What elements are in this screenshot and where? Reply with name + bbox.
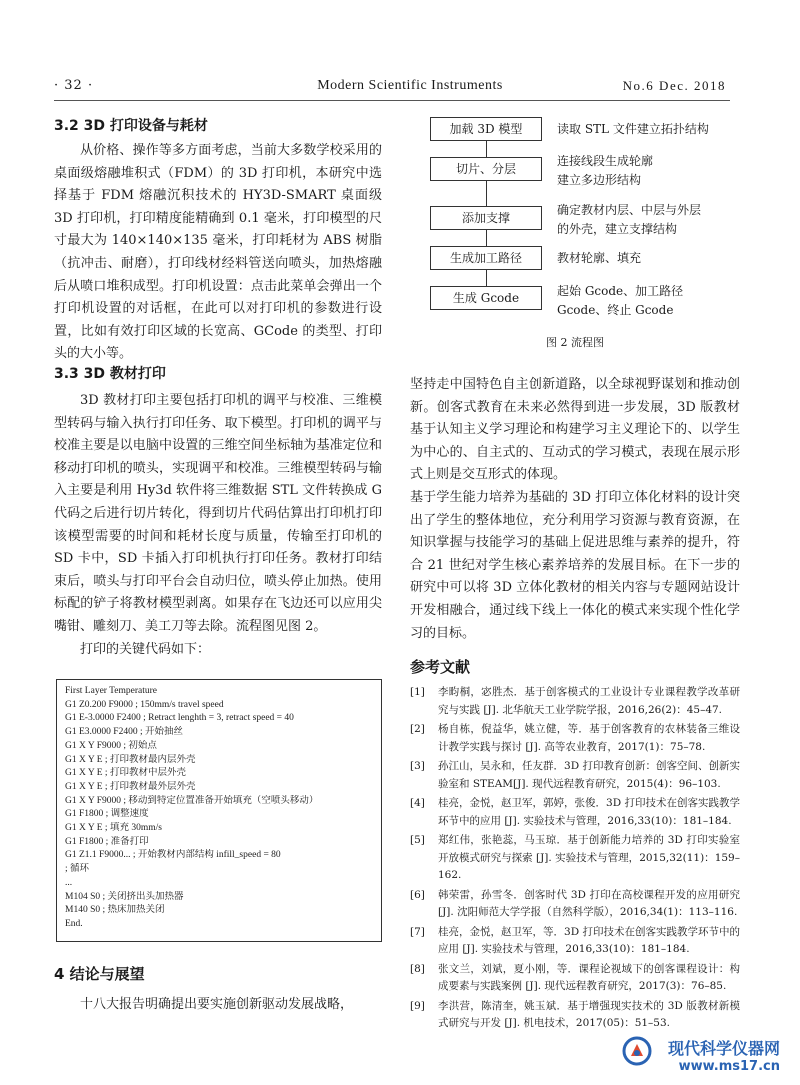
references-list (410, 684, 740, 1035)
code-line: M104 S0 ; 关闭挤出头加热器 (65, 891, 184, 902)
code-line: First Layer Temperature (65, 686, 158, 696)
flow-connector (486, 141, 487, 157)
flow-connector (486, 181, 487, 206)
code-line: End. (65, 918, 83, 929)
code-line: G1 X Y E ; 打印教材最外层外壳 (65, 781, 196, 792)
code-intro: 打印的关键代码如下： (80, 641, 211, 657)
reference-number: [4] (410, 797, 425, 809)
section-4-body-left (54, 994, 382, 1017)
code-line: ... (65, 877, 73, 888)
flow-desc-line: 确定教材内层、中层与外层 (557, 203, 702, 217)
section-4-paragraph-2: 基于学生能力培养为基础的 3D 打印立体化材料的设计突出了学生的整体地位，充分利用学习资源与教育资源，在知识掌握与技能学习的基础上促进思维与素养的提升，符合 21 世纪对学生核心素养培养的发展目标。在下一步的研究中可以将 3D 立体化教材的相关内容与专题网站设计开发相融合，通过线下线上一体化的模式来实现个性化学习的目标。 (410, 489, 740, 641)
flow-step-gcode: 生成 Gcode (430, 286, 542, 310)
section-3-2-paragraph: 从价格、操作等多方面考虑，当前大多数学校采用的桌面级熔融堆积式（FDM）的 3D 打印机，本研究中选择基于 FDM 熔融沉积技术的 HY3D-SMART 桌面级 3D 打印机，打印精度能精确到 0.1 毫米，打印模型的尺寸最大为 140×140×135 毫米，打印耗材为 ABS 树脂（抗冲击、耐磨），打印线材经料管送向喷头，加热熔融后从喷口堆积成型。打印机设置：点击此菜单会弹出一个打印机设置的对话框，在此可以对打印机的参数进行设置，比如有效打印区域的长宽高、GCode 的类型、打印头的大小等。 (54, 143, 382, 362)
watermark-logo-icon (622, 1036, 652, 1066)
reference-number: [9] (410, 999, 425, 1012)
figure-caption: 图 2 流程图 (546, 336, 604, 349)
section-3-3-body (54, 390, 382, 661)
flow-desc-line: 教材轮廓、填充 (557, 251, 642, 265)
code-line: G1 X Y F9000 ; 初始点 (65, 740, 157, 751)
reference-item (410, 684, 740, 719)
issue-info: No.6 Dec. 2018 (622, 78, 726, 93)
flow-step-path: 生成加工路径 (430, 246, 542, 270)
reference-item (410, 924, 740, 959)
reference-number: [5] (410, 834, 425, 846)
code-line: G1 X Y F9000 ; 移动到特定位置准备开始填充（空喷头移动） (65, 795, 319, 806)
reference-number: [1] (410, 686, 425, 698)
code-line: G1 E3.0000 F2400 ; 开始抽丝 (65, 727, 183, 738)
reference-number: [7] (410, 925, 425, 938)
reference-text: 韩荣雷，孙雪冬．创客时代 3D 打印在高校课程开发的应用研究 [J]. 沈阳师范大学学报（自然科学版），2016,34(1)：113–116. (438, 888, 740, 918)
reference-number: [6] (410, 888, 425, 901)
flow-desc-support (557, 201, 737, 239)
watermark (668, 1036, 780, 1074)
section-4-paragraph-start: 十八大报告明确提出要实施创新驱动发展战略， (80, 997, 354, 1012)
reference-text: 杨自栋，倪益华，姚立健，等．基于创客教育的农林装备三维设计教学实践与探讨 [J]. 高等农业教育，2017(1)：75–78. (438, 723, 740, 753)
flow-desc-path (557, 249, 737, 268)
reference-item (410, 887, 740, 922)
reference-item (410, 961, 740, 996)
header-rule (54, 100, 730, 101)
reference-text: 桂亮，金悦，赵卫军，等．3D 打印技术在创客实践教学环节中的应用 [J]. 实验技术与管理，2016,33(10)：181–184. (438, 925, 740, 955)
code-line: G1 Z1.1 F9000... ; 开始教材内部结构 infill_speed = 80 (65, 850, 281, 861)
page-number: · 32 · (54, 78, 94, 93)
section-3-2-body (54, 140, 382, 366)
code-line: G1 E-3.0000 F2400 ; Retract lenghth = 3, retract speed = 40 (65, 713, 294, 724)
reference-item (410, 998, 740, 1033)
section-4-paragraph-continued: 坚持走中国特色自主创新道路，以全球视野谋划和推动创新。创客式教育在未来必然得到进一步发展，3D 版教材基于认知主义学习理论和构建学习主义理论下的、以学生为中心的、自主式的、互动式的学习模式，表现在展示形式上则是交互形式的体现。 (410, 377, 740, 483)
flow-desc-line: 读取 STL 文件建立拓扑结构 (557, 122, 709, 136)
flow-desc-line: 起始 Gcode、加工路径 (557, 284, 684, 298)
code-line: G1 F1800 ; 准备打印 (65, 836, 149, 847)
reference-item (410, 832, 740, 885)
code-line: M140 S0 ; 热床加热关闭 (65, 905, 165, 916)
reference-text: 李畇桐，宓胜杰．基于创客模式的工业设计专业课程教学改革研究与实践 [J]. 北华航天工业学院学报，2016,26(2)：45–47. (438, 686, 740, 716)
reference-number: [3] (410, 760, 425, 772)
reference-number: [2] (410, 723, 425, 735)
section-4-body-right (410, 374, 740, 645)
flow-desc-line: 的外壳，建立支撑结构 (557, 222, 678, 236)
section-3-3-title: 3.3 3D 教材打印 (54, 366, 166, 382)
code-line: G1 X Y E ; 填充 30mm/s (65, 823, 162, 834)
reference-item (410, 758, 740, 793)
code-line: G1 F1800 ; 调整速度 (65, 809, 149, 820)
flow-desc-line: Gcode、终止 Gcode (557, 303, 674, 317)
code-line: G1 Z0.200 F9000 ; 150mm/s travel speed (65, 699, 224, 710)
flow-step-support: 添加支撑 (430, 206, 542, 230)
reference-item (410, 795, 740, 830)
reference-text: 孙江山，吴永和，任友群．3D 打印教育创新：创客空间、创新实验室和 STEAM[J]. 现代远程教育研究，2015(4)：96–103. (438, 760, 740, 790)
journal-title: Modern Scientific Instruments (317, 78, 503, 93)
flow-connector (486, 270, 487, 286)
flow-desc-gcode (557, 282, 737, 320)
reference-text: 桂亮，金悦，赵卫军，郭婷，张俊．3D 打印技术在创客实践教学环节中的应用 [J]. 实验技术与管理，2016,33(10)：181–184. (438, 797, 740, 827)
flow-step-load-model: 加载 3D 模型 (430, 117, 542, 141)
flow-desc-load-model (557, 120, 737, 139)
watermark-url: www.ms17.cn (678, 1059, 780, 1074)
reference-number: [8] (410, 962, 425, 975)
reference-text: 郑红伟，张艳蕊，马玉琼．基于创新能力培养的 3D 打印实验室开放模式研究与探索 [J]. 实验技术与管理，2015,32(11)：159–162. (438, 834, 740, 881)
reference-text: 张文兰，刘斌，夏小刚，等．课程论视域下的创客课程设计：构成要素与实践案例 [J]. 现代远程教育研究，2017(3)：76–85. (438, 962, 740, 992)
section-3-2-title: 3.2 3D 打印设备与耗材 (54, 118, 208, 134)
section-3-3-paragraph: 3D 教材打印主要包括打印机的调平与校准、三维模型转码与输入执行打印任务、取下模型。打印机的调平与校准主要是以电脑中设置的三维空间坐标轴为基准定位和移动打印机的喷头，实现调平和校准。三维模型转码与输入主要是利用 Hy3d 软件将三维数据 STL 文件转换成 G 代码之后进行切片转化，得到切片代码估算出打印机打印该模型需要的时间和耗材长度与质量，传输至打印机的 SD 卡中，SD 卡插入打印机执行打印任务。教材打印结束后，喷头与打印平台会自动归位，喷头停止加热。使用标配的铲子将教材模型剥离。如果存在飞边还可以应用尖嘴钳、雕刻刀、美工刀等去除。流程图见图 2。 (54, 393, 382, 634)
flow-desc-line: 建立多边形结构 (557, 173, 642, 187)
code-line: G1 X Y E ; 打印教材最内层外壳 (65, 754, 196, 765)
flow-desc-slice (557, 152, 737, 190)
code-listing (56, 679, 382, 942)
flow-step-slice: 切片、分层 (430, 157, 542, 181)
flow-connector (486, 230, 487, 246)
code-line: ; 循环 (65, 864, 90, 875)
section-4-title: 4 结论与展望 (54, 965, 145, 983)
reference-item (410, 721, 740, 756)
reference-text: 李洪营，陈清奎，姚玉斌．基于增强现实技术的 3D 版教材新模式研究与开发 [J]. 机电技术，2017(05)：51–53. (438, 999, 740, 1029)
watermark-name: 现代科学仪器网 (667, 1039, 780, 1058)
flow-desc-line: 连接线段生成轮廓 (557, 154, 654, 168)
code-line: G1 X Y E ; 打印教材中层外壳 (65, 768, 186, 779)
references-title: 参考文献 (410, 658, 471, 676)
